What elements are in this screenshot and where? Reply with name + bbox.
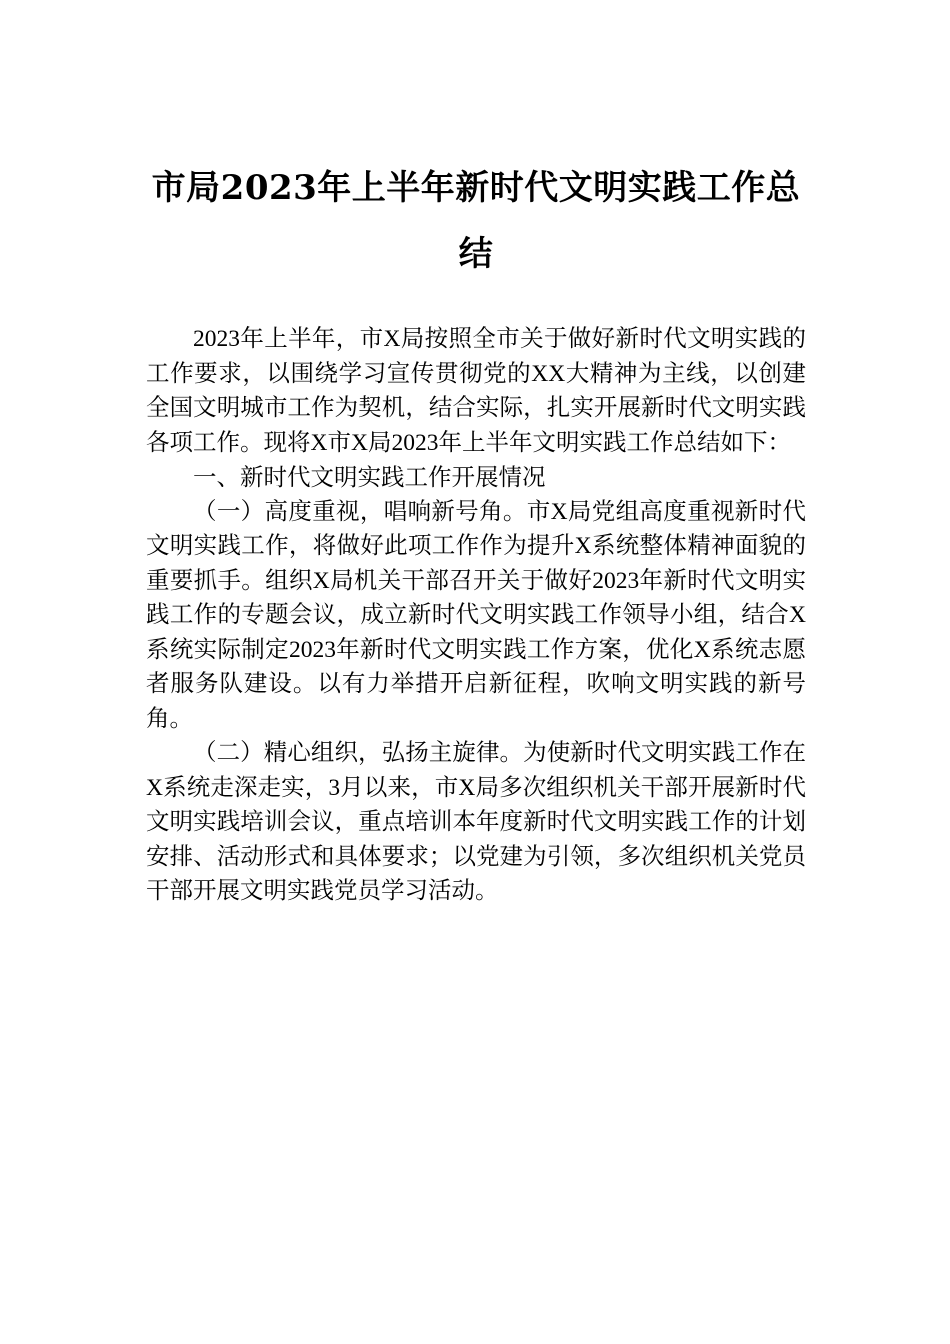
paragraph-2: （二）精心组织，弘扬主旋律。为使新时代文明实践工作在X系统走深走实，3月以来，市X局多次组织机关干部开展新时代文明实践培训会议，重点培训本年度新时代文明实践工作的计划安排、活动形式和具体要求；以党建为引领，多次组织机关党员干部开展文明实践党员学习活动。 — [146, 740, 806, 904]
paragraph-1: （一）高度重视，唱响新号角。市X局党组高度重视新时代文明实践工作，将做好此项工作作为提升X系统整体精神面貌的重要抓手。组织X局机关干部召开关于做好2023年新时代文明实践工作的专题会议，成立新时代文明实践工作领导小组，结合X系统实际制定2023年新时代文明实践工作方案，优化X系统志愿者服务队建设。以有力举措开启新征程，吹响文明实践的新号角。 — [146, 498, 806, 732]
intro-paragraph: 2023年上半年，市X局按照全市关于做好新时代文明实践的工作要求，以围绕学习宣传贯彻党的XX大精神为主线，以创建全国文明城市工作为契机，结合实际，扎实开展新时代文明实践各项工作。现将X市X局2023年上半年文明实践工作总结如下： — [146, 326, 806, 456]
document-body — [146, 322, 806, 909]
section-heading: 一、新时代文明实践工作开展情况 — [193, 463, 546, 491]
document-title: 市局2023年上半年新时代文明实践工作总结 — [151, 168, 801, 274]
